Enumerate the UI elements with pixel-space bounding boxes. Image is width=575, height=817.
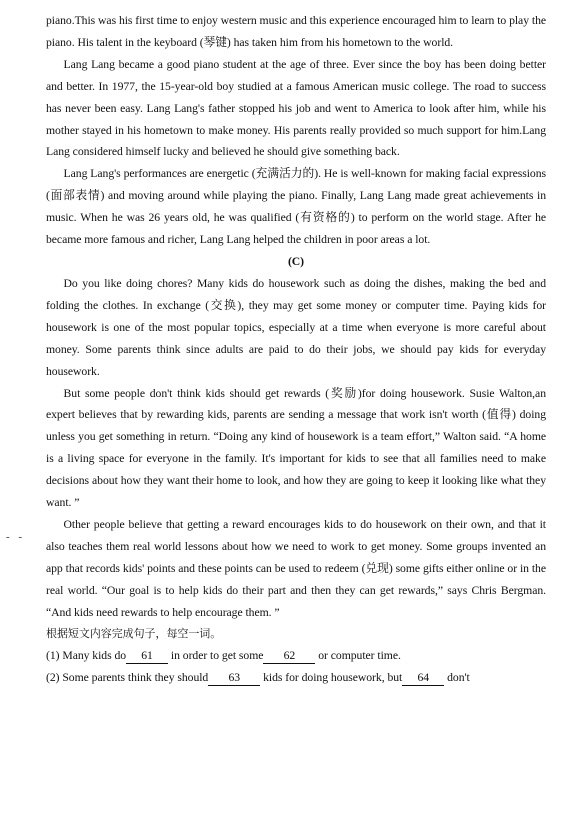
question-2-post: don't xyxy=(447,671,470,685)
question-2 xyxy=(46,667,546,689)
exercise-instruction: 根据短文内容完成句子，每空一词。 xyxy=(46,627,222,641)
question-2-pre: (2) Some parents think they should xyxy=(46,671,209,685)
question-1-mid: in order to get some xyxy=(170,649,264,663)
passage xyxy=(46,10,546,689)
paragraph-3: Lang Lang's performances are energetic (充满活力的). He is well-known for making facial expressions (面部表情) and moving around while playing the piano. Finally, Lang Lang made great achievements in music. When he was 26 years old, he was qualified (有资格的) to perform on the world stage. After he became more famous and richer, Lang Lang helped the children in poor areas a lot. xyxy=(46,167,546,247)
paragraph-2: Lang Lang became a good piano student at the age of three. Ever since the boy has been doing better and better. In 1977, the 15-year-old boy studied at a famous American music college. The road to success has never been easy. Lang Lang's father stopped his job and went to America to look after him, while his mother stayed in his hometown to make money. His parents really provided so much support for him.Lang Lang considered himself lucky and believed he should give something back. xyxy=(46,57,546,159)
blank-61: 61 xyxy=(126,649,168,664)
section-c-paragraph-3: Other people believe that getting a reward encourages kids to do housework on their own, and that it also teaches them real world lessons about how we need to work to get money. Some groups invented an app that records kids' points and these points can be used to redeem (兑现) some gifts either online or in the real world. “Our goal is to help kids do their part and then they can get rewards,” says Chris Bergman. “And kids need rewards to help encourage them. ” xyxy=(46,517,546,619)
question-1-pre: (1) Many kids do xyxy=(46,649,127,663)
blank-62: 62 xyxy=(263,649,315,664)
question-1 xyxy=(46,645,546,667)
margin-mark: - - xyxy=(6,531,26,543)
section-c-paragraph-2: But some people don't think kids should get rewards (奖励)for doing housework. Susie Walton,an expert believes that by rewarding kids, parents are sending a message that work isn't worth (值得) doing unless you get something in return. “Doing any kind of housework is a team effort,” Walton said. “A home is a living space for everyone in the family. It's important for kids to see that all families need to make decisions about how they want their home to look, and how they are going to keep it looking like what they want. ” xyxy=(46,386,546,510)
section-c-paragraph-1: Do you like doing chores? Many kids do housework such as doing the dishes, making the bed and folding the clothes. In exchange (交换), they may get some money or computer time. Paying kids for housework is one of the most popular topics, especially at a time when everyone is more careful about money. Some parents think since adults are paid to do their jobs, we should pay kids for everyday housework. xyxy=(46,276,546,378)
section-c-title: (C) xyxy=(287,254,305,268)
blank-63: 63 xyxy=(208,671,260,686)
blank-64: 64 xyxy=(402,671,444,686)
question-1-post: or computer time. xyxy=(318,649,401,663)
paragraph-1: piano.This was his first time to enjoy western music and this experience encouraged him to learn to play the piano. His talent in the keyboard (琴键) has taken him from his hometown to the world. xyxy=(46,14,546,49)
question-2-mid: kids for doing housework, but xyxy=(263,671,403,685)
